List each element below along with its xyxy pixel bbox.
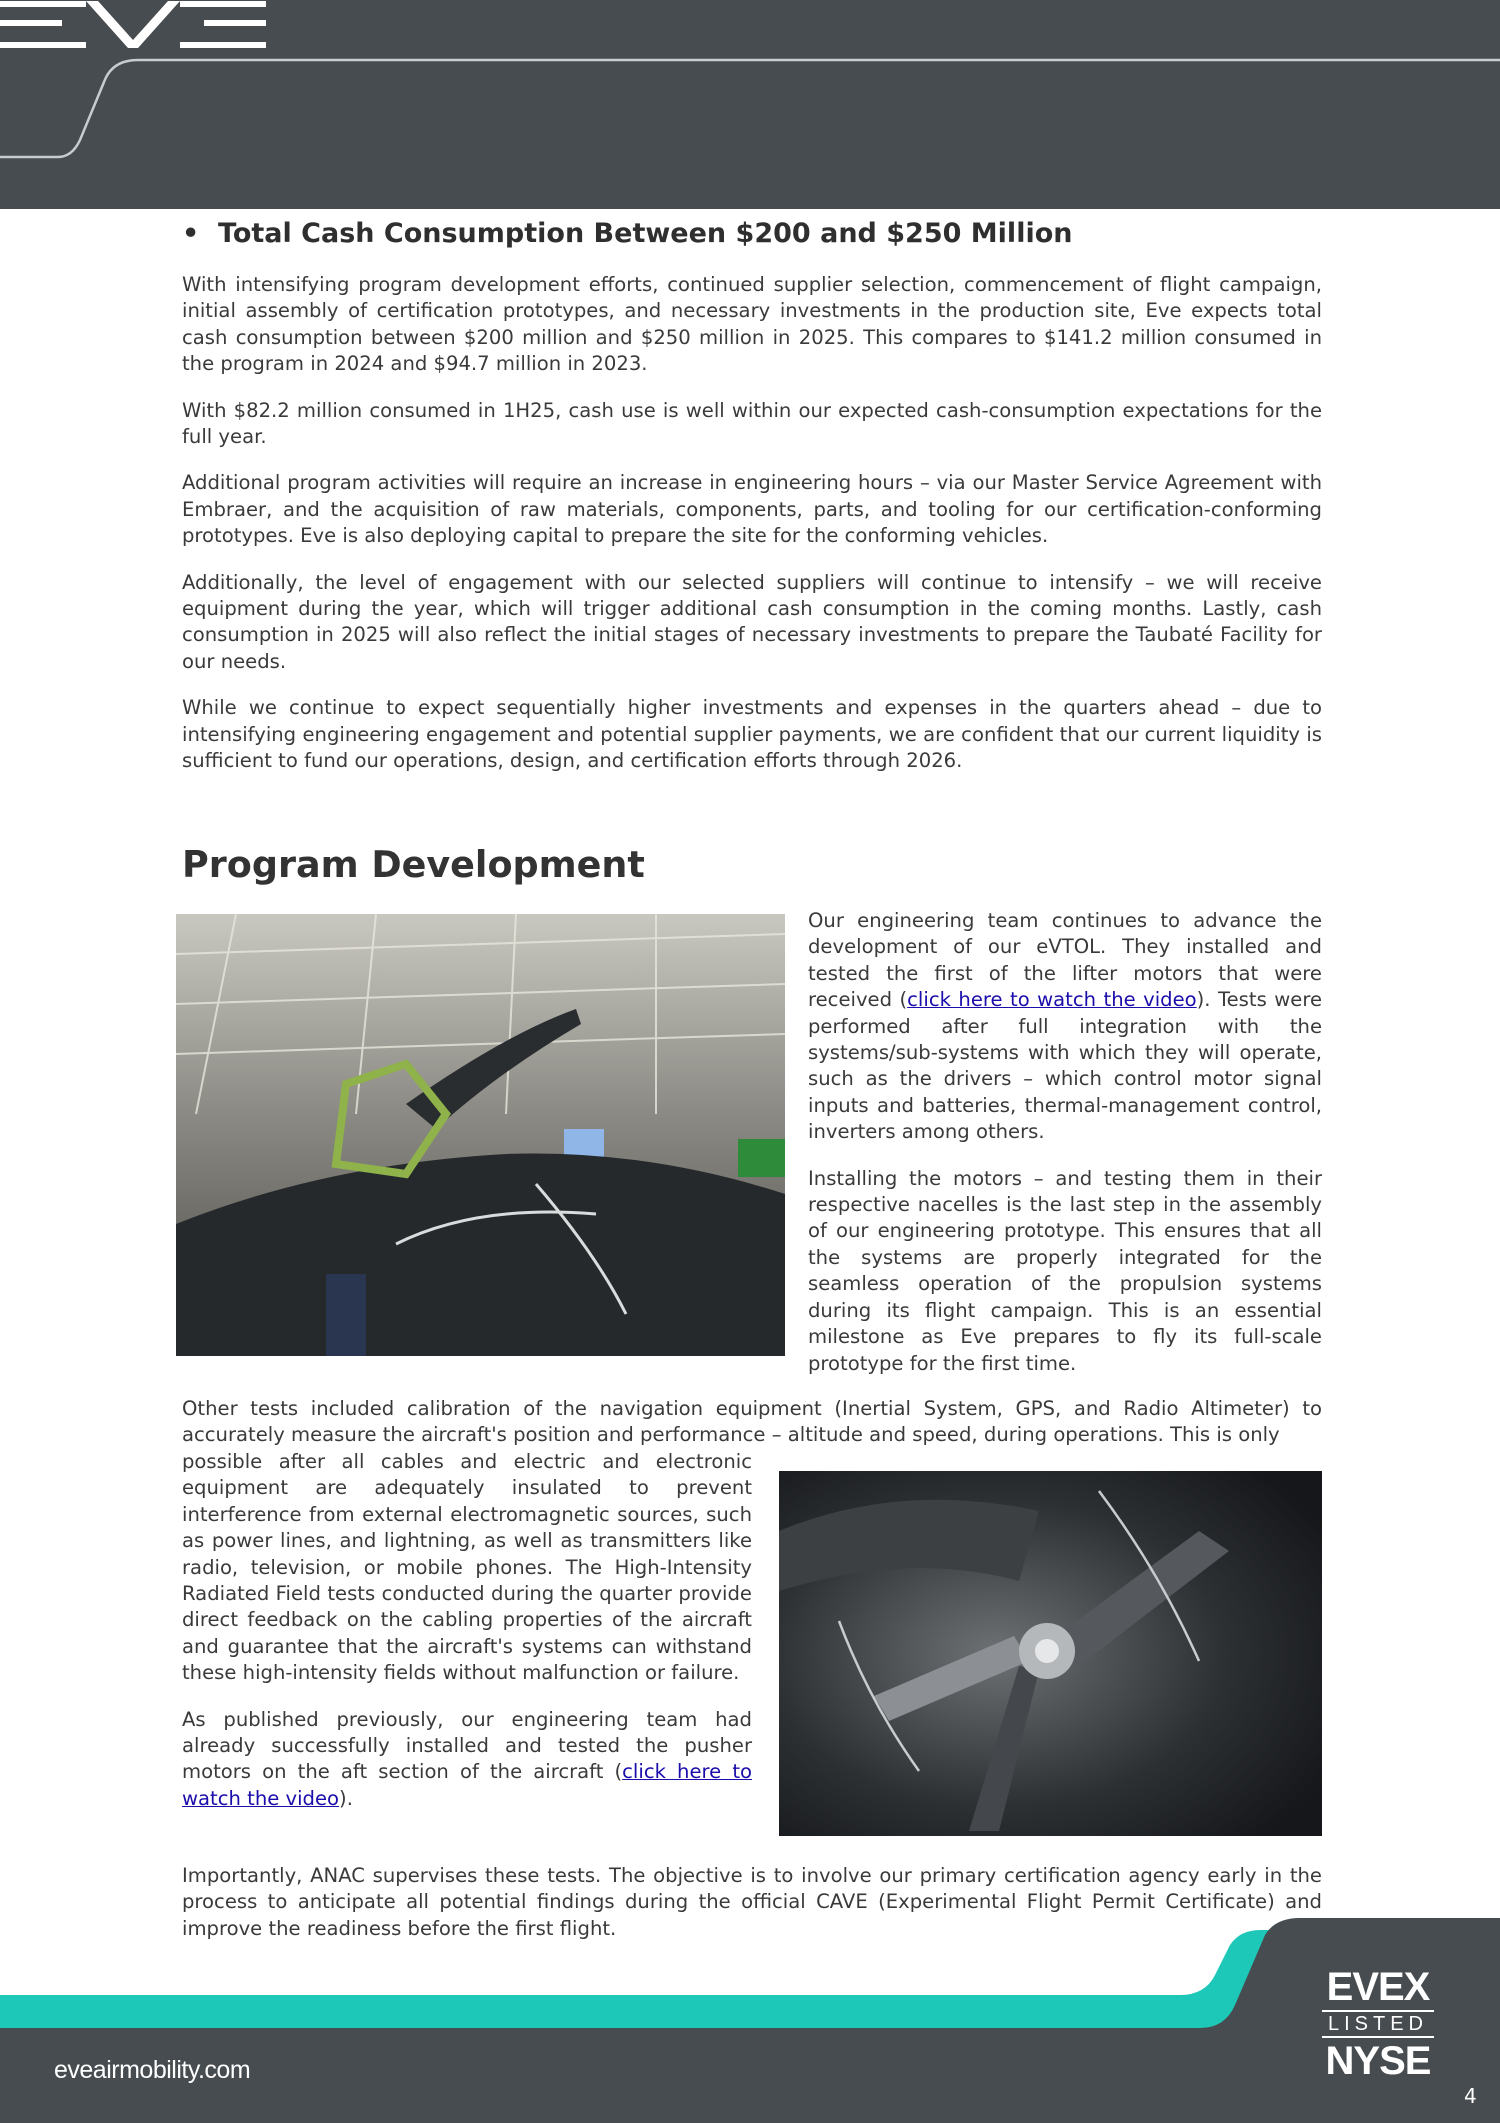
cash-consumption-section xyxy=(182,272,1322,775)
website-url: eveairmobility.com xyxy=(54,2056,251,2084)
program-development-text xyxy=(808,908,1322,1377)
listed-text: LISTED xyxy=(1322,2010,1434,2038)
page-header xyxy=(0,0,1500,209)
paragraph-lifter-motors xyxy=(808,908,1322,1146)
evtol-hangar-photo xyxy=(176,914,785,1356)
eve-logo xyxy=(0,0,266,50)
paragraph: Additional program activities will require an increase in engineering hours – via our Master Service Agreement with Embraer, and the acquisition of raw materials, components, parts, and tooling for our certification-conforming prototypes. Eve is also deploying capital to prepare the site for the conforming vehicles. xyxy=(182,471,1322,548)
paragraph: With $82.2 million consumed in 1H25, cash use is well within our expected cash-consumption expectations for the full year. xyxy=(182,398,1322,449)
ticker-text: EVEX xyxy=(1326,1965,1430,2009)
text-span: Our engineering team continues to advance the development of our eVTOL. They installed and tested the first of the lifter motors that were received ( xyxy=(808,909,1322,1012)
bullet-heading-text: Total Cash Consumption Between $200 and $250 Million xyxy=(218,218,1073,249)
bullet-icon: • xyxy=(182,218,200,249)
propeller-closeup-photo xyxy=(779,1471,1322,1836)
text-span: ). Tests were performed after full integration with the systems/sub-systems with which they will operate, such as the drivers – which control motor signal inputs and batteries, thermal-management control, inverters among others. xyxy=(808,988,1323,1144)
watch-video-link[interactable]: click here to watch the video xyxy=(182,1760,752,1810)
nyse-listing-badge xyxy=(1318,1966,1438,2082)
navigation-tests-paragraph xyxy=(182,1396,1322,1449)
text-span: As published previously, our engineering team had already successfully installed and tested the pusher motors on the aft section of the aircraft ( xyxy=(182,1707,752,1784)
paragraph-pusher-motors xyxy=(182,1707,752,1813)
section-title: Program Development xyxy=(182,843,645,886)
paragraph-installing-motors: Installing the motors – and testing them in their respective nacelles is the last step in the assembly of our engineering prototype. This ensures that all the systems are properly integrated for the seamless operation of the propulsion systems during its flight campaign. This is an essential milestone as Eve prepares to fly its full-scale prototype for the first time. xyxy=(808,1166,1322,1375)
paragraph-hirf-tests: possible after all cables and electric and electronic equipment are adequately insulated to prevent interference from external electromagnetic sources, such as power lines, and lightning, as well as transmitters like radio, television, or mobile phones. The High-Intensity Radiated Field tests conducted during the quarter provide direct feedback on the cabling properties of the aircraft and guarantee that the aircraft's systems can withstand these high-intensity fields without malfunction or failure. xyxy=(182,1450,752,1685)
paragraph-anac: Importantly, ANAC supervises these tests. The objective is to involve our primary certification agency early in the process to anticipate all potential findings during the official CAVE (Experimental Flight Permit Certificate) and improve the readiness before the first flight. xyxy=(182,1864,1322,1940)
hirf-tests-text xyxy=(182,1449,752,1812)
watch-video-link[interactable]: click here to watch the video xyxy=(907,988,1197,1012)
bullet-heading xyxy=(182,214,1322,254)
page-number: 4 xyxy=(1464,2084,1477,2108)
paragraph: With intensifying program development efforts, continued supplier selection, commencement of flight campaign, initial assembly of certification prototypes, and necessary investments in the production site, Eve expects total cash consumption between $200 million and $250 million in 2025. This compares to $141.2 million consumed in the program in 2024 and $94.7 million in 2023. xyxy=(182,273,1322,376)
footer-band xyxy=(0,1900,1500,2123)
paragraph-navigation-tests: Other tests included calibration of the navigation equipment (Inertial System, GPS, and Radio Altimeter) to accurately measure the aircraft's position and performance – altitude and speed, during operations. This is only xyxy=(182,1397,1322,1447)
exchange-text: NYSE xyxy=(1325,2039,1431,2083)
paragraph: While we continue to expect sequentially higher investments and expenses in the quarters ahead – due to intensifying engineering engagement and potential supplier payments, we are confident that our current liquidity is sufficient to fund our operations, design, and certification efforts through 2026. xyxy=(182,696,1322,773)
text-span: ). xyxy=(339,1786,353,1810)
paragraph: Additionally, the level of engagement with our selected suppliers will continue to intensify – we will receive equipment during the year, which will trigger additional cash consumption in the coming months. Lastly, cash consumption in 2025 will also reflect the initial stages of necessary investments to prepare the Taubaté Facility for our needs. xyxy=(182,570,1322,673)
